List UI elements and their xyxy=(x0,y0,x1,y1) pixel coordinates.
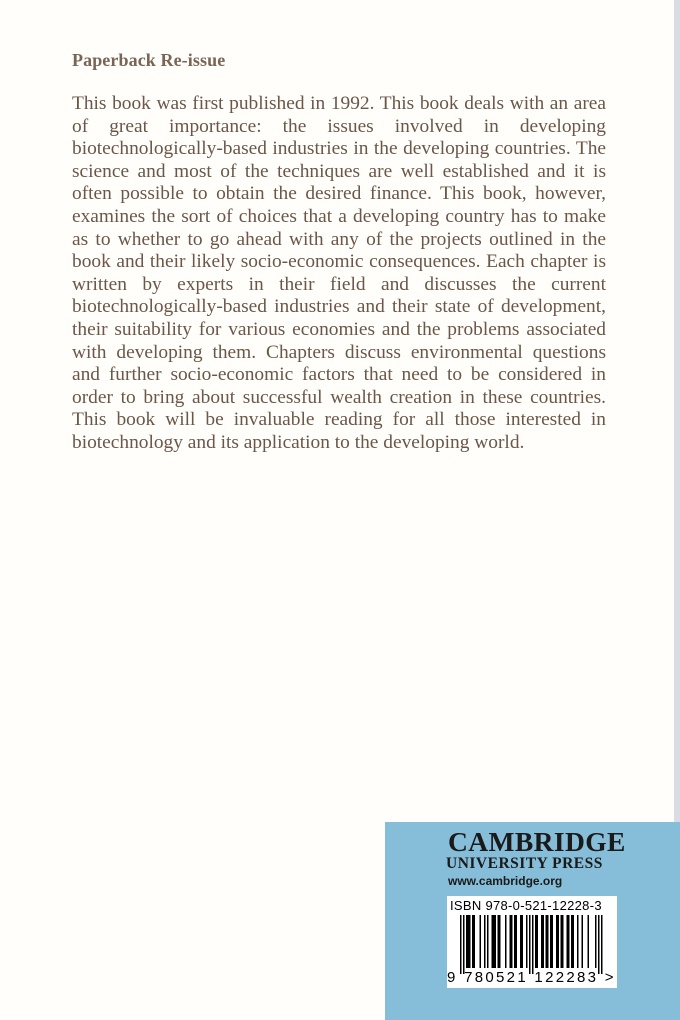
barcode-digits: 9 780521 122283 > xyxy=(447,969,616,986)
barcode-bar xyxy=(511,915,513,968)
barcode-bar xyxy=(573,915,575,968)
barcode-bar xyxy=(495,915,497,968)
barcode-bar xyxy=(529,915,531,974)
barcode-bar xyxy=(468,915,470,968)
barcode-bar xyxy=(520,915,522,968)
barcode-bar xyxy=(469,915,471,968)
barcode-bar xyxy=(571,915,573,968)
barcode-bar xyxy=(472,915,474,968)
barcode-bar xyxy=(562,915,564,968)
barcode-bar xyxy=(460,915,462,974)
publisher-subtitle: UNIVERSITY PRESS xyxy=(446,855,603,872)
barcode-bar xyxy=(505,915,507,968)
barcode-bar xyxy=(601,915,603,974)
barcode-bar xyxy=(552,915,554,968)
barcode-bar xyxy=(526,915,528,968)
barcode-bar xyxy=(466,915,468,968)
barcode-bar xyxy=(541,915,543,968)
barcode-bar xyxy=(547,915,549,968)
barcode-bar xyxy=(463,915,465,974)
barcode-bar xyxy=(550,915,552,968)
barcode-bar xyxy=(535,915,537,968)
barcode-bar xyxy=(567,915,569,968)
barcode xyxy=(447,896,617,988)
barcode-bar xyxy=(595,915,597,968)
barcode-bar xyxy=(561,915,563,968)
barcode-bar xyxy=(514,915,516,968)
barcode-bar xyxy=(537,915,539,968)
barcode-bar xyxy=(556,915,558,968)
barcode-bar xyxy=(516,915,518,968)
publisher-panel xyxy=(385,822,680,1020)
barcode-bar xyxy=(498,915,500,968)
section-heading: Paperback Re-issue xyxy=(72,50,226,70)
barcode-bar xyxy=(546,915,548,968)
barcode-bar xyxy=(568,915,570,968)
isbn-label: ISBN 978-0-521-12228-3 xyxy=(450,898,602,913)
barcode-bar xyxy=(598,915,600,974)
barcode-bar xyxy=(493,915,495,968)
barcode-bar xyxy=(558,915,560,968)
barcode-bar xyxy=(480,915,482,968)
barcode-bar xyxy=(582,915,584,968)
barcode-bar xyxy=(510,915,512,968)
barcode-bar xyxy=(474,915,476,968)
publisher-website: www.cambridge.org xyxy=(448,874,563,888)
barcode-bar xyxy=(487,915,489,968)
barcode-bar xyxy=(577,915,579,968)
barcode-bar xyxy=(588,915,590,968)
barcode-bar xyxy=(543,915,545,968)
barcode-bar xyxy=(522,915,524,968)
book-description: This book was first published in 1992. This book deals with an area of great importance: the issues involved in developing biotechnologically-based industries in the developing countries. The science and most of the techniques are well established and it is often possible to obtain the desired finance. This book, however, examines the sort of choices that a developing country has to make as to whether to go ahead with any of the projects outlined in the book and their likely socio-economic consequences. Each chapter is written by experts in their field and discusses the current biotechnologically-based industries and their state of development, their suitability for various economies and the problems associated with developing them. Chapters discuss environmental questions and further socio-economic factors that need to be considered in order to bring about successful wealth creation in these countries. This book will be invaluable reading for all those interested in biotechnology and its application to the developing world. xyxy=(72,93,606,453)
publisher-name: CAMBRIDGE xyxy=(448,826,626,857)
barcode-bar xyxy=(532,915,534,974)
barcode-bar xyxy=(499,915,501,968)
barcode-bar xyxy=(484,915,486,968)
barcode-bar xyxy=(492,915,494,968)
